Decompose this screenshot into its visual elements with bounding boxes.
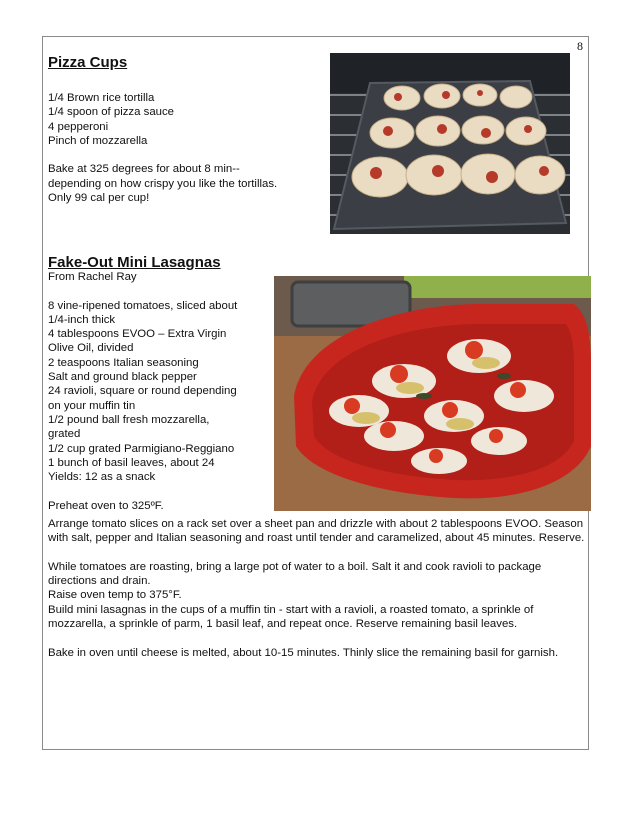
ingredient-line: 1/2 pound ball fresh mozzarella, [48, 413, 210, 426]
preheat-line: Preheat oven to 325ºF. [48, 499, 164, 512]
step-paragraph: While tomatoes are roasting, bring a large pot of water to a boil. Salt it and cook ravioli to package directions and drain. [48, 560, 542, 588]
ingredient-line: Yields: 12 as a snack [48, 471, 156, 484]
note-line: Only 99 cal per cup! [48, 192, 150, 205]
lasagnas-steps [48, 517, 585, 660]
ingredient-line: Olive Oil, divided [48, 342, 134, 355]
step-paragraph: Arrange tomato slices on a rack set over a sheet pan and drizzle with about 2 tablespoons EVOO. Season with salt, pepper and Italian seasoning and roast until tender and caramelized, about 45 minutes. Reserve. [48, 518, 585, 545]
lasagnas-photo [274, 276, 591, 511]
ingredient-line: Pinch of mozzarella [48, 134, 148, 147]
ingredient-line: 1/4-inch thick [48, 313, 116, 326]
ingredient-line: 1/2 cup grated Parmigiano-Reggiano [48, 442, 235, 455]
pizza-cups-photo [330, 53, 570, 234]
ingredient-line: 1/4 Brown rice tortilla [48, 92, 155, 104]
ingredient-line: 24 ravioli, square or round depending [48, 385, 237, 398]
step-paragraph: Raise oven temp to 375°F. [48, 589, 182, 602]
note-line: depending on how crispy you like the tortillas. [48, 177, 278, 190]
ingredient-line: grated [48, 428, 81, 441]
note-line: Bake at 325 degrees for about 8 min-- [48, 163, 240, 176]
lasagnas-title: Fake-Out Mini Lasagnas [48, 254, 221, 271]
ingredient-line: on your muffin tin [48, 399, 136, 412]
ingredient-line: Salt and ground black pepper [48, 371, 197, 384]
source-line: From Rachel Ray [48, 271, 137, 283]
step-paragraph: Bake in oven until cheese is melted, about 10-15 minutes. Thinly slice the remaining basil for garnish. [48, 646, 559, 659]
step-paragraph: Build mini lasagnas in the cups of a muffin tin - start with a ravioli, a roasted tomato, a sprinkle of mozzarella, a sprinkle of parm, 1 basil leaf, and repeat once. Reserve remaining basil leaves. [48, 603, 534, 631]
page-frame [42, 36, 589, 750]
ingredient-line: 1/4 spoon of pizza sauce [48, 106, 175, 119]
ingredient-line: 4 tablespoons EVOO – Extra Virgin [48, 328, 227, 341]
pizza-cups-title: Pizza Cups [48, 54, 128, 71]
pizza-cups-text [48, 91, 277, 205]
ingredient-line: 1 bunch of basil leaves, about 24 [48, 456, 215, 469]
ingredient-line: 2 teaspoons Italian seasoning [48, 356, 199, 369]
ingredient-line: 8 vine-ripened tomatoes, sliced about [48, 299, 238, 312]
page-number: 8 [577, 39, 583, 53]
lasagnas-ingredients [48, 270, 237, 513]
ingredient-line: 4 pepperoni [48, 120, 109, 133]
